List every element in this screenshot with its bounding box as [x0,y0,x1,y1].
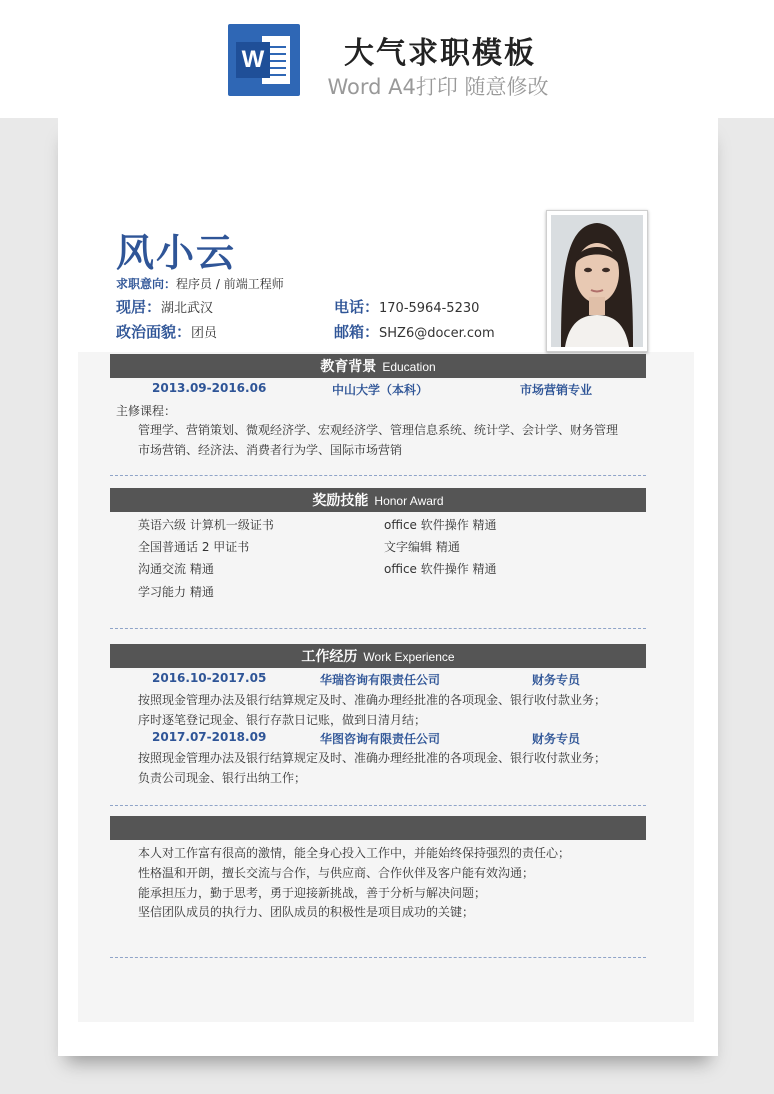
self-eval-line: 本人对工作富有很高的激情，能全身心投入工作中，并能始终保持强烈的责任心； [138,846,571,860]
location-label: 现居： [116,298,162,316]
phone-info [334,296,479,317]
skill-item: 沟通交流 精通 [138,562,214,576]
candidate-name: 风小云 [116,231,237,275]
job-role: 财务专员 [532,732,581,746]
job-duty: 序时逐笔登记现金、银行存款日记账，做到日清月结； [138,713,427,727]
self-eval-line: 性格温和开朗，擅长交流与合作，与供应商、合作伙伴及客户能有效沟通； [138,866,535,880]
job-company: 华图咨询有限责任公司 [320,732,441,746]
location-value: 湖北武汉 [161,301,214,316]
politics-info [116,321,217,342]
section-header-awards [110,488,646,512]
skill-item: office 软件操作 精通 [384,562,497,576]
section-header-self [110,816,646,840]
template-banner [0,0,774,118]
section-header-work [110,644,646,668]
word-letter: W [236,42,270,78]
phone-value: 170-5964-5230 [379,301,480,316]
education-period: 2013.09-2016.06 [152,381,267,395]
skill-item: office 软件操作 精通 [384,518,497,532]
location-info [116,296,213,317]
section-divider [110,805,646,806]
awards-title-en: Honor Award [374,494,444,508]
skill-item: 英语六级 计算机一级证书 [138,518,274,532]
job-intent [116,275,284,292]
section-header-education [110,354,646,378]
job-duty: 负责公司现金、银行出纳工作； [138,771,307,785]
banner-title: 大气求职模板 [344,36,536,71]
email-value: SHZ6@docer.com [379,326,495,341]
job-duty: 按照现金管理办法及银行结算规定及时、准确办理经批准的各项现金、银行收付款业务； [138,693,607,707]
education-major: 市场营销专业 [520,383,593,397]
job-intent-value: 程序员 / 前端工程师 [176,277,284,291]
courses-line: 管理学、营销策划、微观经济学、宏观经济学、管理信息系统、统计学、会计学、财务管理 [138,423,619,437]
education-title-cn: 教育背景 [320,359,377,375]
awards-title-cn: 奖励技能 [312,493,369,509]
skill-item: 文字编辑 精通 [384,540,460,554]
section-divider [110,628,646,629]
courses-line: 市场营销、经济法、消费者行为学、国际市场营销 [138,443,403,457]
self-eval-line: 坚信团队成员的执行力、团队成员的积极性是项目成功的关键； [138,905,475,919]
politics-label: 政治面貌： [116,323,192,341]
work-title-en: Work Experience [363,650,455,664]
self-eval-line: 能承担压力，勤于思考，勇于迎接新挑战，善于分析与解决问题； [138,886,487,900]
section-divider [110,475,646,476]
politics-value: 团员 [191,326,218,341]
word-icon [228,24,300,96]
section-divider [110,957,646,958]
email-label: 邮箱： [334,323,380,341]
job-duty: 按照现金管理办法及银行结算规定及时、准确办理经批准的各项现金、银行收付款业务； [138,751,607,765]
courses-label: 主修课程： [116,404,177,418]
email-info [334,321,495,342]
skill-item: 学习能力 精通 [138,585,214,599]
job-period: 2016.10-2017.05 [152,671,267,685]
job-intent-label: 求职意向： [116,277,177,291]
banner-subtitle: Word A4打印 随意修改 [327,75,549,99]
work-title-cn: 工作经历 [301,649,358,665]
profile-photo [546,210,648,352]
job-company: 华瑞咨询有限责任公司 [320,673,441,687]
job-role: 财务专员 [532,673,581,687]
skill-item: 全国普通话 2 甲证书 [138,540,250,554]
education-school: 中山大学（本科） [332,383,429,397]
job-period: 2017.07-2018.09 [152,730,267,744]
resume-page [58,118,718,1056]
education-title-en: Education [382,360,436,374]
phone-label: 电话： [334,298,380,316]
